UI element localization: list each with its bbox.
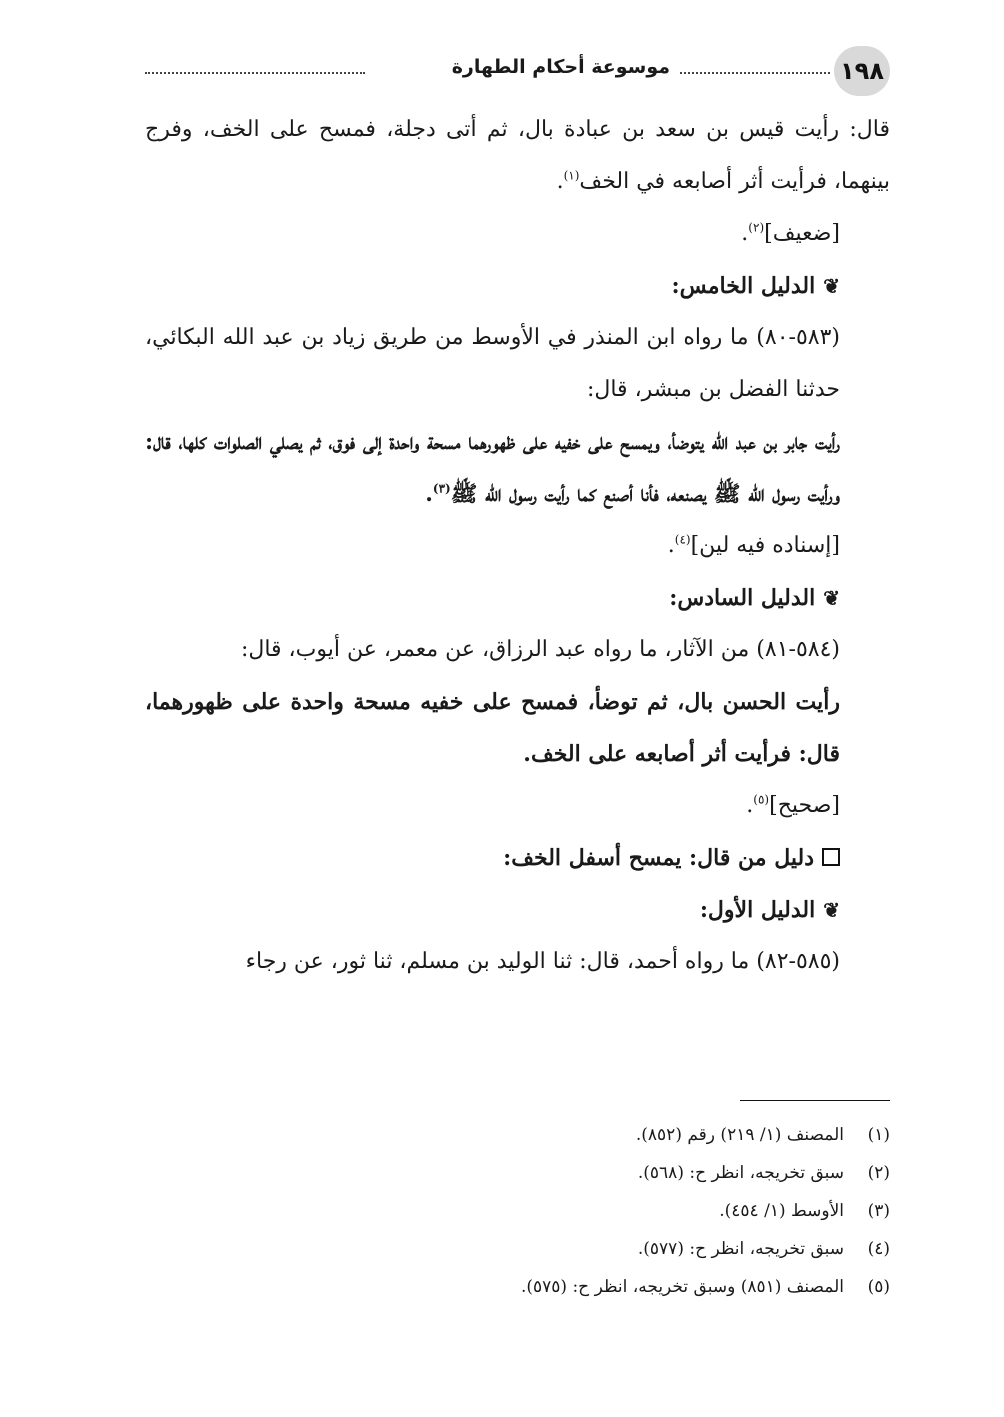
- paragraph-abdulrazzaq-text: (٥٨٤-٨١) من الآثار، ما رواه عبد الرزاق، عن معمر، عن أيوب، قال:: [240, 637, 840, 662]
- footnote-text: سبق تخريجه، انظر ح: (٥٧٧).: [637, 1239, 844, 1259]
- heading-wipe-underside-text: دليل من قال: يمسح أسفل الخف:: [503, 845, 814, 871]
- heading-sixth-evidence-text: الدليل السادس:: [669, 585, 816, 611]
- paragraph-ibn-mundhir-text: (٥٨٣-٨٠) ما رواه ابن المنذر في الأوسط من طريق زياد بن عبد الله البكائي، حدثنا الفضل بن مبشر، قال:: [145, 325, 840, 402]
- footnotes: [145, 1116, 890, 1306]
- paragraph-hasan: [145, 676, 890, 780]
- heading-fifth-evidence-text: الدليل الخامس:: [671, 273, 816, 299]
- footnote-item: [145, 1192, 890, 1230]
- grade-authentic-text: [صحيح]: [769, 793, 840, 818]
- paragraph-ahmad-text: (٥٨٥-٨٢) ما رواه أحمد، قال: ثنا الوليد بن مسلم، ثنا ثور، عن رجاء: [245, 949, 840, 974]
- footnote-ref-1: (١): [563, 168, 580, 183]
- grade-weak-text: [ضعيف]: [764, 221, 840, 246]
- footnote-number: (١): [867, 1125, 890, 1145]
- paragraph-ibn-mundhir: [145, 312, 890, 416]
- footnote-ref-2: (٢): [748, 220, 765, 235]
- paragraph-ahmad: [145, 936, 890, 988]
- heading-fifth-evidence: [145, 260, 890, 312]
- page-header: [145, 46, 890, 96]
- paragraph-qays-text: قال: رأيت قيس بن سعد بن عبادة بال، ثم أتى دجلة، فمسح على الخف، وفرج بينهما، فرأيت أثر أصابعه في الخف: [145, 117, 890, 194]
- leaf-bullet-icon: ❦: [823, 586, 840, 610]
- footnote-number: (٤): [867, 1239, 890, 1259]
- leaf-bullet-icon: ❦: [823, 898, 840, 922]
- grade-authentic: [صحيح]$^{(٥)}$.: [746, 792, 840, 818]
- footnote-item: [145, 1154, 890, 1192]
- paragraph-qays: قال: رأيت قيس بن سعد بن عبادة بال، ثم أتى دجلة، فمسح على الخف، وفرج بينهما، فرأيت أثر أصابعه في الخف$^{(١)}$.: [145, 117, 890, 194]
- grade-weak: [ضعيف]$^{(٢)}$.: [741, 220, 840, 246]
- paragraph-hasan-text: رأيت الحسن بال، ثم توضأ، فمسح على خفيه مسحة واحدة على ظهورهما، قال: فرأيت أثر أصابعه على الخف.: [145, 689, 840, 767]
- footnote-number: (٥): [867, 1277, 890, 1297]
- footnote-text: الأوسط (١/ ٤٥٤).: [719, 1201, 844, 1221]
- footnote-ref-5: (٥): [753, 792, 770, 807]
- footnote-number: (٢): [867, 1163, 890, 1183]
- footnote-separator: [740, 1100, 890, 1101]
- leaf-bullet-icon: ❦: [823, 274, 840, 298]
- heading-first-evidence: [145, 884, 890, 936]
- paragraph-abdulrazzaq: [145, 624, 890, 676]
- footnote-ref-4: (٤): [674, 532, 691, 547]
- page-number: ١٩٨: [834, 46, 890, 96]
- footnote-ref-3: (٣): [432, 481, 451, 496]
- footnote-number: (٣): [867, 1201, 890, 1221]
- footnote-item: [145, 1230, 890, 1268]
- heading-first-evidence-text: الدليل الأول:: [699, 897, 816, 923]
- heading-sixth-evidence: [145, 572, 890, 624]
- page-body: [145, 104, 890, 988]
- footnote-text: سبق تخريجه، انظر ح: (٥٦٨).: [637, 1163, 844, 1183]
- square-bullet-icon: [822, 848, 840, 866]
- header-dotted-rule-left: [145, 72, 365, 74]
- grade-weak-chain-text: [إسناده فيه لين]: [690, 533, 840, 558]
- header-title: موسوعة أحكام الطهارة: [451, 56, 670, 78]
- paragraph-jabir: رأيت جابر بن عبد الله يتوضأ، ويمسح على خفيه على ظهورهما مسحة واحدة إلى فوق، ثم يصلي الصلوات كلها، قال: ورأيت رسول الله ﷺ يصنعه، فأنا أصنع كما رأيت رسول الله ﷺ$^{(٣)}$.: [145, 429, 841, 507]
- paragraph-jabir-text: رأيت جابر بن عبد الله يتوضأ، ويمسح على خفيه على ظهورهما مسحة واحدة إلى فوق، ثم يصلي الصلوات كلها، قال: ورأيت رسول الله ﷺ يصنعه، فأنا أصنع كما رأيت رسول الله ﷺ: [145, 429, 841, 507]
- footnote-text: المصنف (١/ ٢١٩) رقم (٨٥٢).: [635, 1125, 844, 1145]
- header-dotted-rule-right: [680, 72, 830, 74]
- heading-wipe-underside: [145, 832, 890, 884]
- footnote-item: [145, 1116, 890, 1154]
- grade-weak-chain: [إسناده فيه لين]$^{(٤)}$.: [667, 532, 840, 558]
- footnote-item: [145, 1268, 890, 1306]
- footnote-text: المصنف (٨٥١) وسبق تخريجه، انظر ح: (٥٧٥).: [520, 1277, 844, 1297]
